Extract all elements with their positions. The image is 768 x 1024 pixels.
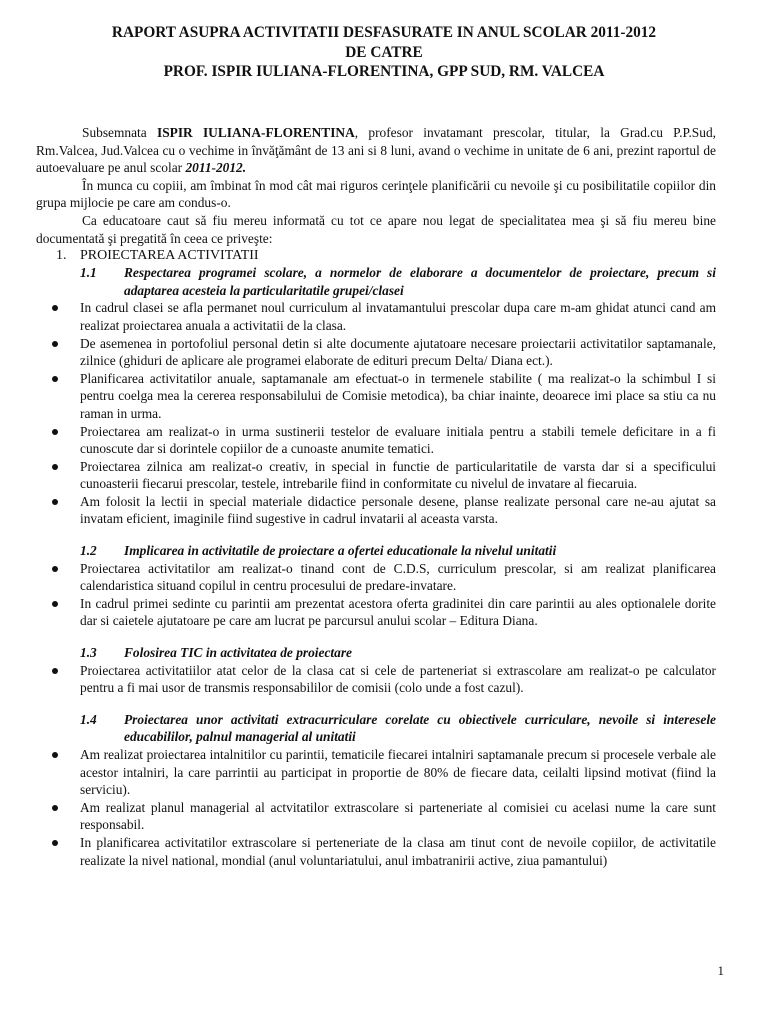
subsection-1-3-list: [36, 662, 716, 697]
bullet-icon: [52, 601, 58, 607]
bullet-icon: [52, 341, 58, 347]
list-item: [36, 299, 716, 334]
list-item: [36, 335, 716, 370]
subsection-number: 1.4: [80, 711, 97, 727]
list-item: [36, 560, 716, 595]
list-item-text: In cadrul clasei se afla permanet noul curriculum al invatamantului prescolar dupa care m-am ghidat atunci cand am realizat proiectarea anuala a activitatii de la clasa.: [80, 300, 716, 333]
bullet-icon: [52, 668, 58, 674]
title-line-1: RAPORT ASUPRA ACTIVITATII DESFASURATE IN ANUL SCOLAR 2011-2012: [111, 24, 657, 41]
list-item: [36, 423, 716, 458]
title-line-3: PROF. ISPIR IULIANA-FLORENTINA, GPP SUD, RM. VALCEA: [163, 63, 605, 81]
list-item: [36, 834, 716, 869]
subsection-number: 1.2: [80, 543, 97, 559]
subsection-1-1-list: [36, 299, 716, 528]
spacer: [36, 630, 716, 644]
school-year: 2011-2012.: [185, 160, 247, 176]
spacer: [36, 528, 716, 542]
title-line-2: DE CATRE: [345, 43, 423, 61]
bullet-icon: [52, 464, 58, 470]
list-item-text: In cadrul primei sedinte cu parintii am prezentat acestora oferta gradinitei din care parintii au ales optionalele dorite dar si caietele ajutatoare pe care am lucrat pe parcursul anului scolar – Editura Diana.: [80, 595, 716, 629]
section-number: 1.: [56, 248, 67, 264]
subsection-title: Implicarea in activitatile de proiectare a ofertei educationale la nivelul unitatii: [124, 543, 557, 559]
list-item-text: In planificarea activitatilor extrascolare si perteneriate de la clasa am tinut cont de nevoile copiilor, de activitatile realizate la nivel national, mondial (anul voluntariatului, anul imbatranirii active, ziua pamantului): [80, 834, 716, 868]
subsection-number: 1.1: [80, 265, 97, 281]
subsection-title: Respectarea programei scolare, a normelor de elaborare a documentelor de proiectare, precum si adaptarea acesteia la particularitatile grupei/clasei: [124, 265, 716, 298]
intro-paragraph-3: Ca educatoare caut să fiu mereu informată cu tot ce apare nou legat de specialitatea mea şi să fiu mereu bine documentată şi pregatită în ceea ce priveşte:: [36, 212, 716, 246]
list-item-text: Planificarea activitatilor anuale, saptamanale am efectuat-o in termenele stabilite ( ma realizat-o la schimbul I si pentru coelga mea la cererea responsabilului de Comisie metodica), ba chiar inainte, deoarece imi place sa stiu ca nu raman in urma.: [80, 370, 716, 421]
bullet-icon: [52, 499, 58, 505]
list-item-text: De asemenea in portofoliul personal detin si alte documente ajutatoare necesare proiectarii activitatilor saptamanale, zilnice (ghiduri de aplicare ale programei elaborate de edituri precum Delta/ Diana ect.).: [80, 335, 716, 369]
section-1-heading: [36, 247, 716, 264]
list-item-text: Am realizat proiectarea intalnitilor cu parintii, tematicile fiecarei intalniri saptamanale precum si procesele verbale ale acestor intalniri, la care parrintii au participat in proportie de 80% de fiecare data, ceilalti lipsind motivat (fiind la serviciu).: [80, 747, 716, 798]
intro-text: Subsemnata: [82, 125, 157, 140]
subsection-1-1-heading: [36, 264, 716, 299]
list-item-text: Proiectarea zilnica am realizat-o creativ, in special in functie de particularitatile de varsta dar si a specificului cunoasterii fiecarui prescolar, testele, intrebarile fiind in conformitate cu nivelul de invatare al fiecaruia.: [80, 458, 716, 492]
bullet-icon: [52, 752, 58, 758]
bullet-icon: [52, 566, 58, 572]
bullet-icon: [52, 305, 58, 311]
list-item-text: Am folosit la lectii in special materiale didactice personale desene, planse realizate personal care ne-au ajutat sa invatam eficient, imaginile fiind sugestive in cadrul invatarii al aceasta varsta.: [80, 493, 716, 527]
subsection-1-2-heading: [36, 542, 716, 560]
list-item-text: Proiectarea am realizat-o in urma sustinerii testelor de evaluare initiala pentru a stabili temele deficitare in a fi cunoscute dar si dorintele copiilor de a cunoaste anumite tematici.: [80, 423, 716, 457]
intro-paragraph-2: În munca cu copiii, am îmbinat în mod cât mai riguros cerinţele planificării cu nevoile şi cu posibilitatile copiilor din grupa mijlocie pe care am condus-o.: [36, 177, 716, 211]
bullet-icon: [52, 429, 58, 435]
list-item: [36, 595, 716, 630]
subsection-1-2-list: [36, 560, 716, 630]
page-number: 1: [717, 963, 724, 978]
report-body: [36, 124, 716, 869]
author-name: ISPIR IULIANA-FLORENTINA: [156, 125, 355, 140]
spacer: [36, 697, 716, 711]
subsection-1-4-heading: [36, 711, 716, 746]
list-item: [36, 746, 716, 799]
bullet-icon: [52, 840, 58, 846]
list-item-text: Proiectarea activitatiilor atat celor de la clasa cat si cele de parteneriat si extrascolare am realizat-o pe calculator pentru a fi mai usor de transmis responsabililor de comisii (colo unde a fost cazul).: [80, 662, 716, 696]
subsection-title: Folosirea TIC in activitatea de proiectare: [124, 645, 352, 661]
list-item: [36, 458, 716, 493]
list-item: [36, 662, 716, 697]
list-item: [36, 370, 716, 423]
list-item-text: Am realizat planul managerial al actvitatilor extrascolare si parteneriate al comisiei cu acelasi nume la care sunt responsabil.: [80, 799, 716, 833]
report-title: [40, 23, 728, 82]
list-item: [36, 493, 716, 528]
subsection-1-3-heading: [36, 644, 716, 662]
subsection-title: Proiectarea unor activitati extracurriculare corelate cu obiectivele curriculare, nevoile si interesele educabililor, palnul managerial al unitatii: [124, 711, 716, 745]
subsection-number: 1.3: [80, 645, 97, 661]
section-title: PROIECTAREA ACTIVITATII: [80, 248, 259, 264]
intro-text: , profesor invatamant prescolar, titular, la Grad.cu P.P.Sud, Rm.Valcea, Jud.Valcea cu o vechime in învăţământ de 13 ani si 8 luni, avand o vechime in unitate de 6 ani, prezint raportul de autoevaluare pe anul scolar: [36, 125, 716, 176]
bullet-icon: [52, 805, 58, 811]
bullet-icon: [52, 376, 58, 382]
list-item-text: Proiectarea activitatilor am realizat-o tinand cont de C.D.S, curriculum prescolar, si am realizat planificarea calendaristica situand copilul in centru procesului de predare-invatare.: [80, 560, 716, 594]
subsection-1-4-list: [36, 746, 716, 869]
list-item: [36, 799, 716, 834]
intro-paragraph-1: [36, 124, 716, 177]
